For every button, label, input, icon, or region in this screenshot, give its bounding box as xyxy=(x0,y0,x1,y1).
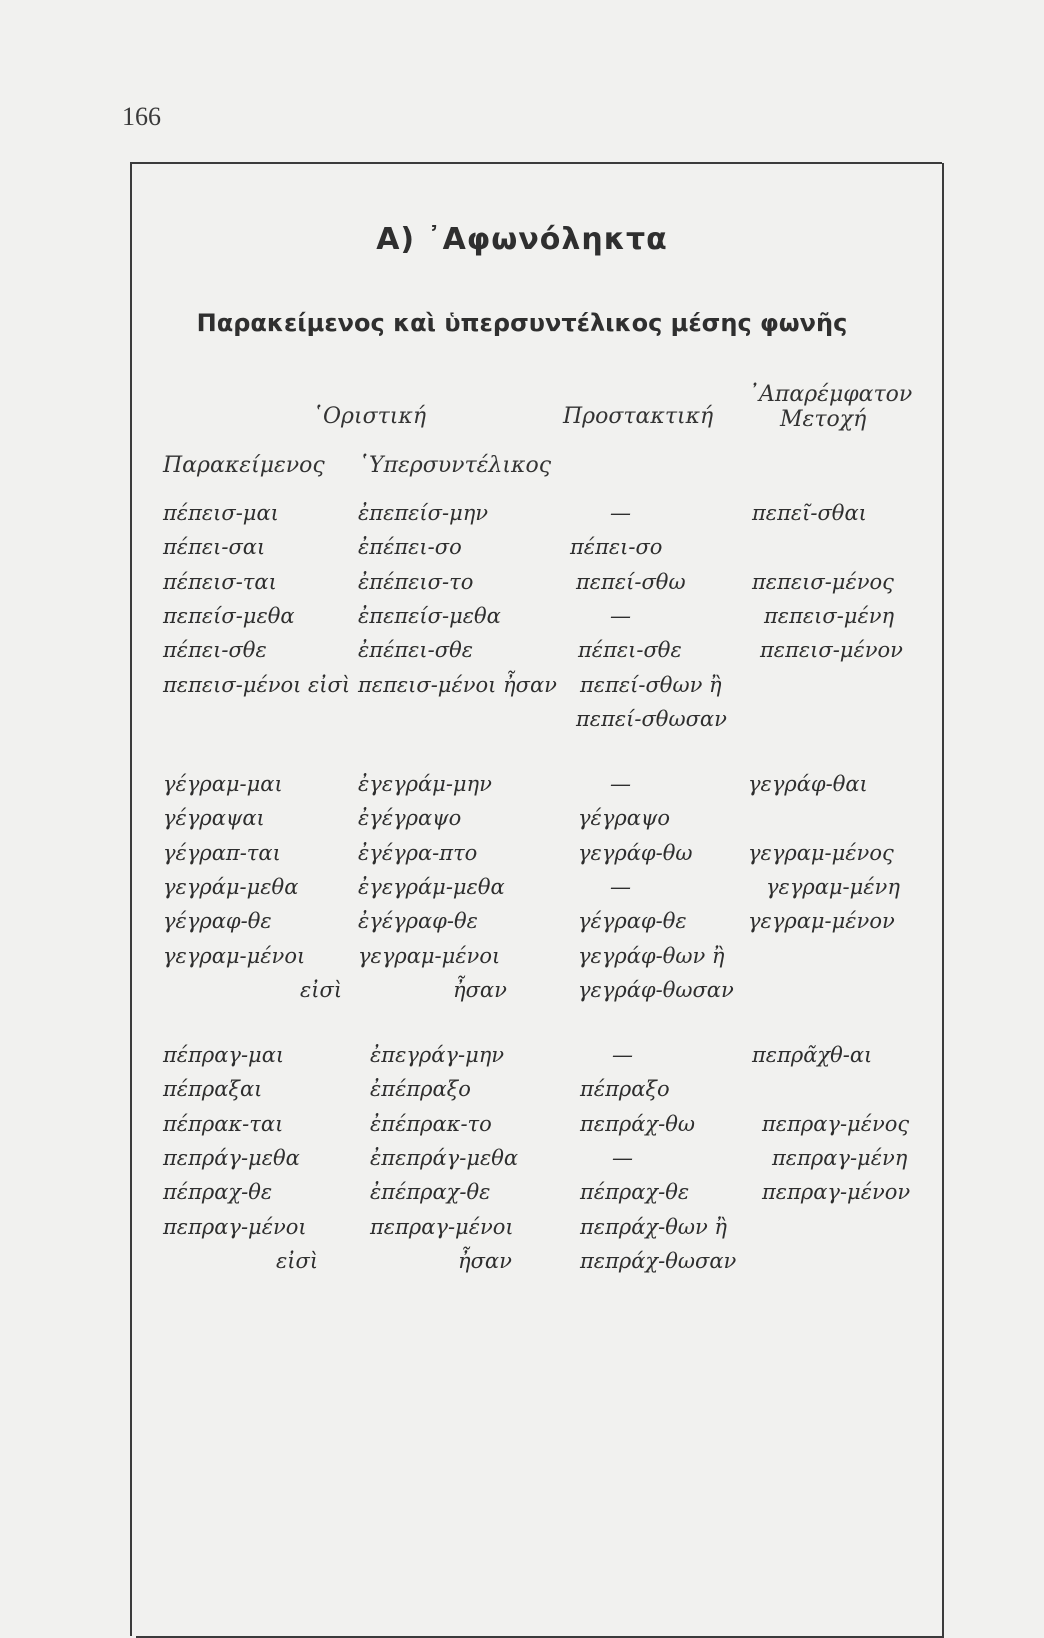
hypersyntelikos-cell: ἐπέπραξο xyxy=(370,1077,471,1102)
hypersyntelikos-cell: ἐγέγραψο xyxy=(358,806,462,831)
header-oristiki: ῾Οριστική xyxy=(312,404,427,429)
prostaktiki-cell: πέπει-σο xyxy=(570,535,663,560)
metochi-cell: γεγράφ-θαι xyxy=(748,772,868,796)
prostaktiki-cell: πέπραξο xyxy=(580,1077,670,1102)
frame-bottom-border xyxy=(136,1636,944,1638)
prostaktiki-cell: — xyxy=(612,1043,633,1067)
header-hypersyntelikos: ῾Υπερσυντέλικος xyxy=(358,453,552,478)
parakeimenos-cell: πεπραγ-μένοι xyxy=(163,1214,307,1239)
prostaktiki-cell: — xyxy=(612,1145,633,1170)
prostaktiki-cell: πεπεί-σθωσαν xyxy=(576,706,727,731)
hypersyntelikos-cell: πεπραγ-μένοι xyxy=(370,1214,514,1239)
metochi-cell: πεπραγ-μένον xyxy=(762,1180,911,1205)
hypersyntelikos-cell: ἐγέγραφ-θε xyxy=(358,909,478,934)
metochi-cell: πεπραγ-μένος xyxy=(762,1111,910,1136)
prostaktiki-cell: πεπράχ-θωσαν xyxy=(580,1248,737,1273)
hypersyntelikos-cell: ἐπέπεισ-το xyxy=(358,569,474,594)
parakeimenos-cell: εἰσὶ xyxy=(276,1248,319,1273)
hypersyntelikos-cell: ἐγεγράμ-μην xyxy=(358,772,492,796)
hypersyntelikos-cell: ἐπεπείσ-μην xyxy=(358,501,489,525)
metochi-cell: γεγραμ-μένον xyxy=(748,909,895,934)
prostaktiki-cell: πεπράχ-θων ἢ xyxy=(580,1214,728,1239)
parakeimenos-cell: πέπρακ-ται xyxy=(163,1111,284,1136)
hypersyntelikos-cell: ἐπέπει-σθε xyxy=(358,638,473,663)
parakeimenos-cell: πέπει-σαι xyxy=(163,535,266,560)
hypersyntelikos-cell: ἐπεπράγ-μεθα xyxy=(370,1145,519,1170)
parakeimenos-cell: γέγραψαι xyxy=(163,806,265,831)
parakeimenos-cell: πέπεισ-μαι xyxy=(163,501,279,525)
parakeimenos-cell: γέγραφ-θε xyxy=(163,909,272,934)
frame-top-border xyxy=(130,162,942,164)
hypersyntelikos-cell: ἐπέπει-σο xyxy=(358,535,462,560)
hypersyntelikos-cell: γεγραμ-μένοι xyxy=(358,943,501,968)
parakeimenos-cell: πεπεισ-μένοι εἰσὶ xyxy=(163,672,351,697)
parakeimenos-cell: πεπράγ-μεθα xyxy=(163,1145,300,1170)
parakeimenos-cell: πεπείσ-μεθα xyxy=(163,603,295,628)
parakeimenos-cell: πέπεισ-ται xyxy=(163,569,277,594)
hypersyntelikos-cell: ἐπεγράγ-μην xyxy=(370,1043,505,1067)
metochi-cell: πεπεῖ-σθαι xyxy=(752,501,867,525)
parakeimenos-cell: γέγραμ-μαι xyxy=(163,772,283,796)
metochi-cell: πεπεισ-μένη xyxy=(764,603,895,628)
prostaktiki-cell: πέπει-σθε xyxy=(578,638,682,663)
prostaktiki-cell: γέγραφ-θε xyxy=(578,909,687,934)
hypersyntelikos-cell: ἐγεγράμ-μεθα xyxy=(358,874,505,899)
frame-right-border xyxy=(942,163,944,1636)
prostaktiki-cell: γεγράφ-θωσαν xyxy=(578,977,734,1002)
parakeimenos-cell: εἰσὶ xyxy=(300,977,343,1002)
metochi-cell: γεγραμ-μένη xyxy=(766,874,900,899)
prostaktiki-cell: πεπεί-σθω xyxy=(576,569,686,594)
prostaktiki-cell: πεπεί-σθων ἢ xyxy=(580,672,722,697)
hypersyntelikos-cell: ἦσαν xyxy=(453,977,507,1002)
header-parakeimenos: Παρακείμενος xyxy=(163,453,325,478)
hypersyntelikos-cell: ἐπέπρακ-το xyxy=(370,1111,492,1136)
parakeimenos-cell: πέπει-σθε xyxy=(163,638,267,663)
header-aparemfaton: ᾿Απαρέμφατον xyxy=(748,382,913,407)
prostaktiki-cell: γεγράφ-θω xyxy=(578,840,693,865)
prostaktiki-cell: πέπραχ-θε xyxy=(580,1180,690,1205)
metochi-cell: γεγραμ-μένος xyxy=(748,840,894,865)
parakeimenos-cell: πέπραχ-θε xyxy=(163,1180,273,1205)
hypersyntelikos-cell: ἐπεπείσ-μεθα xyxy=(358,603,501,628)
prostaktiki-cell: — xyxy=(610,772,631,796)
prostaktiki-cell: γεγράφ-θων ἢ xyxy=(578,943,725,968)
prostaktiki-cell: — xyxy=(610,603,631,628)
header-prostaktiki: Προστακτική xyxy=(563,404,714,429)
prostaktiki-cell: — xyxy=(610,874,631,899)
parakeimenos-cell: γέγραπ-ται xyxy=(163,840,281,865)
hypersyntelikos-cell: ἐπέπραχ-θε xyxy=(370,1180,491,1205)
parakeimenos-cell: πέπραγ-μαι xyxy=(163,1043,285,1067)
metochi-cell: πεπραγ-μένη xyxy=(772,1145,908,1170)
parakeimenos-cell: γεγράμ-μεθα xyxy=(163,874,299,899)
section-title: Α) ᾿Αφωνόληκτα xyxy=(376,222,668,257)
parakeimenos-cell: πέπραξαι xyxy=(163,1077,263,1102)
prostaktiki-cell: πεπράχ-θω xyxy=(580,1111,695,1136)
hypersyntelikos-cell: πεπεισ-μένοι ἦσαν xyxy=(358,672,557,697)
frame-left-border xyxy=(130,163,132,1636)
hypersyntelikos-cell: ἦσαν xyxy=(458,1248,512,1273)
section-subtitle: Παρακείμενος καὶ ὑπερσυντέλικος μέσης φωνῆς xyxy=(196,309,848,337)
prostaktiki-cell: γέγραψο xyxy=(578,806,671,831)
prostaktiki-cell: — xyxy=(610,501,631,525)
metochi-cell: πεπρᾶχθ-αι xyxy=(752,1043,873,1067)
header-metochi: Μετοχή xyxy=(780,407,867,432)
metochi-cell: πεπεισ-μένος xyxy=(752,569,894,594)
hypersyntelikos-cell: ἐγέγρα-πτο xyxy=(358,840,478,865)
page-number: 166 xyxy=(122,102,161,131)
parakeimenos-cell: γεγραμ-μένοι xyxy=(163,943,306,968)
metochi-cell: πεπεισ-μένον xyxy=(760,638,903,663)
